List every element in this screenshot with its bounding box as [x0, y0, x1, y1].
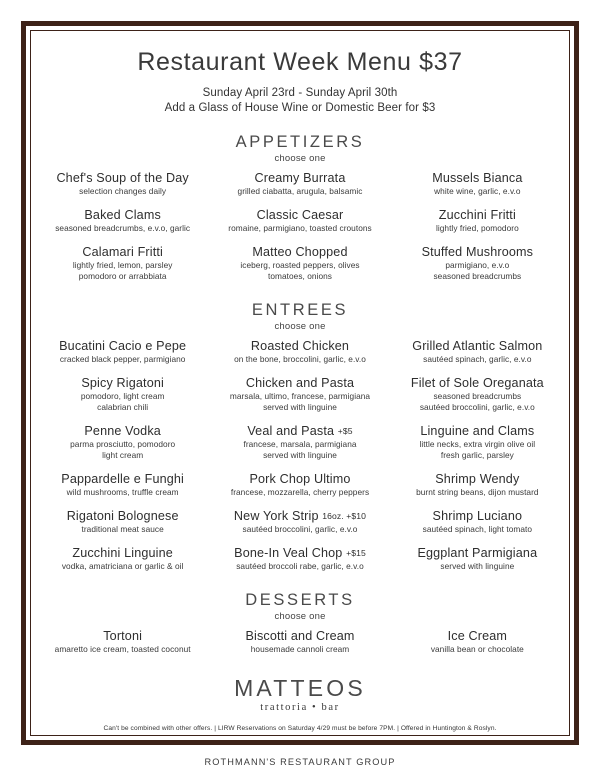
- menu-column: [389, 339, 566, 572]
- menu-item-upcharge: 16oz. +$10: [322, 511, 367, 522]
- menu-item-name: [391, 245, 564, 259]
- menu-item-name: [213, 208, 386, 222]
- menu-item-name-text: Bone-In Veal Chop: [234, 546, 343, 561]
- menu-item: [391, 376, 564, 413]
- menu-item-name: [391, 472, 564, 486]
- menu-item-name: [391, 546, 564, 560]
- menu-item-description: grilled ciabatta, arugula, balsamic: [237, 186, 363, 197]
- menu-item-name-text: Biscotti and Cream: [245, 629, 355, 644]
- menu-item-description: seasoned breadcrumbs sautéed broccolini, garlic, e.v.o: [419, 391, 535, 413]
- section-header-entrees: [34, 301, 566, 332]
- menu-item: [213, 424, 386, 461]
- section-subtitle: choose one: [274, 321, 326, 333]
- menu-item-description: lightly fried, pomodoro: [435, 223, 519, 234]
- menu-item: [213, 245, 386, 282]
- menu-item-description: traditional meat sauce: [81, 524, 164, 535]
- disclaimer-text: Can't be combined with other offers. | LIRW Reservations on Saturday 4/29 must be before 7PM. | Offered in Huntington & Roslyn.: [103, 725, 497, 733]
- menu-column: [389, 171, 566, 282]
- menu-item-description: amaretto ice cream, toasted coconut: [54, 644, 191, 655]
- menu-item: [213, 171, 386, 197]
- menu-item-name-text: Tortoni: [103, 629, 143, 644]
- menu-item-description: romaine, parmigiano, toasted croutons: [228, 223, 372, 234]
- menu-item-description: on the bone, broccolini, garlic, e.v.o: [234, 354, 366, 365]
- menu-item-name-text: Ice Cream: [447, 629, 508, 644]
- menu-item-description: lightly fried, lemon, parsley pomodoro or arrabbiata: [72, 260, 173, 282]
- menu-item-name-text: Linguine and Clams: [420, 424, 535, 439]
- section-title: APPETIZERS: [235, 133, 365, 151]
- menu-item-name: [213, 245, 386, 259]
- menu-item-name: [391, 339, 564, 353]
- menu-item-description: white wine, garlic, e.v.o: [434, 186, 521, 197]
- brand-tagline: trattoria • bar: [260, 702, 340, 714]
- menu-item: [36, 629, 209, 655]
- menu-item: [36, 245, 209, 282]
- menu-item-name-text: Rigatoni Bolognese: [66, 509, 179, 524]
- menu-item-name: [213, 339, 386, 353]
- menu-item-description: vanilla bean or chocolate: [430, 644, 524, 655]
- menu-item-name-text: Shrimp Luciano: [432, 509, 523, 524]
- page-title: Restaurant Week Menu $37: [137, 48, 463, 76]
- menu-item-name-text: Grilled Atlantic Salmon: [412, 339, 543, 354]
- menu-column: [211, 629, 388, 655]
- menu-item-description: sautéed broccolini, garlic, e.v.o: [242, 524, 358, 535]
- menu-columns: [34, 171, 566, 282]
- menu-column: [389, 629, 566, 655]
- menu-addon-note: Add a Glass of House Wine or Domestic Beer for $3: [164, 102, 436, 114]
- menu-item: [391, 546, 564, 572]
- menu-item-name-text: Calamari Fritti: [82, 245, 163, 260]
- menu-item-name-text: Penne Vodka: [84, 424, 161, 439]
- menu-item-description: sautéed spinach, garlic, e.v.o: [423, 354, 532, 365]
- menu-item-name: [391, 424, 564, 438]
- menu-item-description: housemade cannoli cream: [250, 644, 350, 655]
- menu-item-description: francese, marsala, parmigiana served with linguine: [243, 439, 357, 461]
- menu-item-name: [213, 629, 386, 643]
- menu-item-description: wild mushrooms, truffle cream: [66, 487, 179, 498]
- menu-item-description: seasoned breadcrumbs, e.v.o, garlic: [55, 223, 191, 234]
- menu-item-description: pomodoro, light cream calabrian chili: [80, 391, 165, 413]
- menu-item-name: [36, 208, 209, 222]
- menu-item-name: [213, 376, 386, 390]
- menu-item-name: [391, 376, 564, 390]
- menu-item-name: [213, 509, 386, 523]
- menu-column: [211, 339, 388, 572]
- menu-columns: [34, 629, 566, 655]
- menu-item-description: parma prosciutto, pomodoro light cream: [70, 439, 176, 461]
- menu-item-name: [36, 171, 209, 185]
- menu-item-name-text: Chef's Soup of the Day: [56, 171, 189, 185]
- menu-item-description: burnt string beans, dijon mustard: [416, 487, 539, 498]
- menu-item-name-text: Bucatini Cacio e Pepe: [59, 339, 187, 354]
- menu-item-name-text: Classic Caesar: [256, 208, 344, 223]
- menu-item-name-text: Veal and Pasta: [247, 424, 335, 439]
- menu-item-description: sautéed broccoli rabe, garlic, e.v.o: [236, 561, 364, 572]
- menu-item-name-text: Mussels Bianca: [432, 171, 523, 185]
- menu-item: [213, 546, 386, 572]
- section-subtitle: choose one: [274, 153, 326, 164]
- menu-item-description: sautéed spinach, light tomato: [422, 524, 533, 535]
- menu-item-name-text: Shrimp Wendy: [435, 472, 520, 486]
- menu-item-name: [391, 171, 564, 185]
- menu-sections: [34, 133, 566, 655]
- menu-item-name: [213, 171, 386, 185]
- menu-item-name-text: Chicken and Pasta: [245, 376, 355, 391]
- menu-item-description: cracked black pepper, parmigiano: [59, 354, 186, 365]
- menu-item-name: [213, 546, 386, 560]
- menu-item: [391, 339, 564, 365]
- menu-item-name-text: Baked Clams: [84, 208, 161, 223]
- menu-item: [36, 208, 209, 234]
- menu-item: [213, 339, 386, 365]
- menu-item: [36, 546, 209, 572]
- menu-item-name-text: Eggplant Parmigiana: [417, 546, 538, 561]
- menu-item: [36, 171, 209, 197]
- menu-item-name: [213, 424, 386, 438]
- menu-item-description: parmigiano, e.v.o seasoned breadcrumbs: [433, 260, 522, 282]
- restaurant-group-footer: ROTHMANN'S RESTAURANT GROUP: [204, 757, 396, 767]
- menu-item: [391, 171, 564, 197]
- menu-item-name: [391, 509, 564, 523]
- menu-column: [34, 629, 211, 655]
- menu-item-name-text: New York Strip: [233, 509, 319, 524]
- menu-item-name-text: Matteo Chopped: [252, 245, 348, 260]
- menu-item-upcharge: +$5: [337, 426, 353, 437]
- menu-item-name: [36, 245, 209, 259]
- menu-item: [391, 424, 564, 461]
- menu-item-name-text: Zucchini Fritti: [438, 208, 516, 223]
- menu-item: [213, 472, 386, 498]
- menu-item-description: marsala, ultimo, francese, parmigiana served with linguine: [229, 391, 371, 413]
- menu-item: [213, 629, 386, 655]
- menu-item: [391, 629, 564, 655]
- section-header-appetizers: [34, 133, 566, 164]
- menu-item-description: vodka, amatriciana or garlic & oil: [61, 561, 184, 572]
- menu-item-name-text: Creamy Burrata: [254, 171, 346, 185]
- menu-item-name-text: Stuffed Mushrooms: [421, 245, 534, 260]
- menu-column: [34, 339, 211, 572]
- menu-item: [391, 472, 564, 498]
- menu-masthead: [34, 0, 566, 114]
- menu-item: [36, 424, 209, 461]
- menu-item-name: [36, 509, 209, 523]
- menu-item: [213, 376, 386, 413]
- menu-item-name-text: Zucchini Linguine: [72, 546, 173, 561]
- brand-name: MATTEOS: [234, 675, 366, 702]
- menu-column: [211, 171, 388, 282]
- menu-item-description: little necks, extra virgin olive oil fresh garlic, parsley: [419, 439, 536, 461]
- menu-item-description: iceberg, roasted peppers, olives tomatoes, onions: [240, 260, 360, 282]
- menu-item-name: [36, 629, 209, 643]
- menu-item-name-text: Pork Chop Ultimo: [249, 472, 351, 486]
- menu-dates: Sunday April 23rd - Sunday April 30th: [202, 87, 398, 99]
- menu-item-description: served with linguine: [440, 561, 515, 572]
- menu-item-name: [36, 546, 209, 560]
- menu-item-upcharge: +$15: [346, 548, 366, 559]
- menu-item: [391, 245, 564, 282]
- menu-column: [34, 171, 211, 282]
- section-subtitle: choose one: [274, 611, 326, 623]
- menu-item-name: [213, 472, 386, 486]
- menu-item: [36, 339, 209, 365]
- menu-item: [391, 509, 564, 535]
- menu-item-name: [36, 376, 209, 390]
- section-header-desserts: [34, 591, 566, 622]
- menu-item: [36, 472, 209, 498]
- menu-item-name-text: Pappardelle e Funghi: [61, 472, 185, 486]
- menu-item-name: [391, 629, 564, 643]
- section-title: DESSERTS: [245, 591, 355, 610]
- menu-item-name: [36, 339, 209, 353]
- menu-item-name-text: Filet of Sole Oreganata: [410, 376, 544, 391]
- menu-item-name-text: Roasted Chicken: [250, 339, 350, 354]
- menu-item: [213, 509, 386, 535]
- menu-item-name: [36, 472, 209, 486]
- menu-item: [391, 208, 564, 234]
- menu-item-name-text: Spicy Rigatoni: [81, 376, 164, 391]
- menu-item-name: [391, 208, 564, 222]
- menu-item-description: francese, mozzarella, cherry peppers: [230, 487, 370, 498]
- menu-item: [213, 208, 386, 234]
- menu-item-description: selection changes daily: [79, 186, 167, 197]
- menu-columns: [34, 339, 566, 572]
- menu-item: [36, 376, 209, 413]
- section-title: ENTREES: [251, 301, 349, 320]
- menu-item: [36, 509, 209, 535]
- restaurant-logo: [34, 677, 566, 713]
- menu-item-name: [36, 424, 209, 438]
